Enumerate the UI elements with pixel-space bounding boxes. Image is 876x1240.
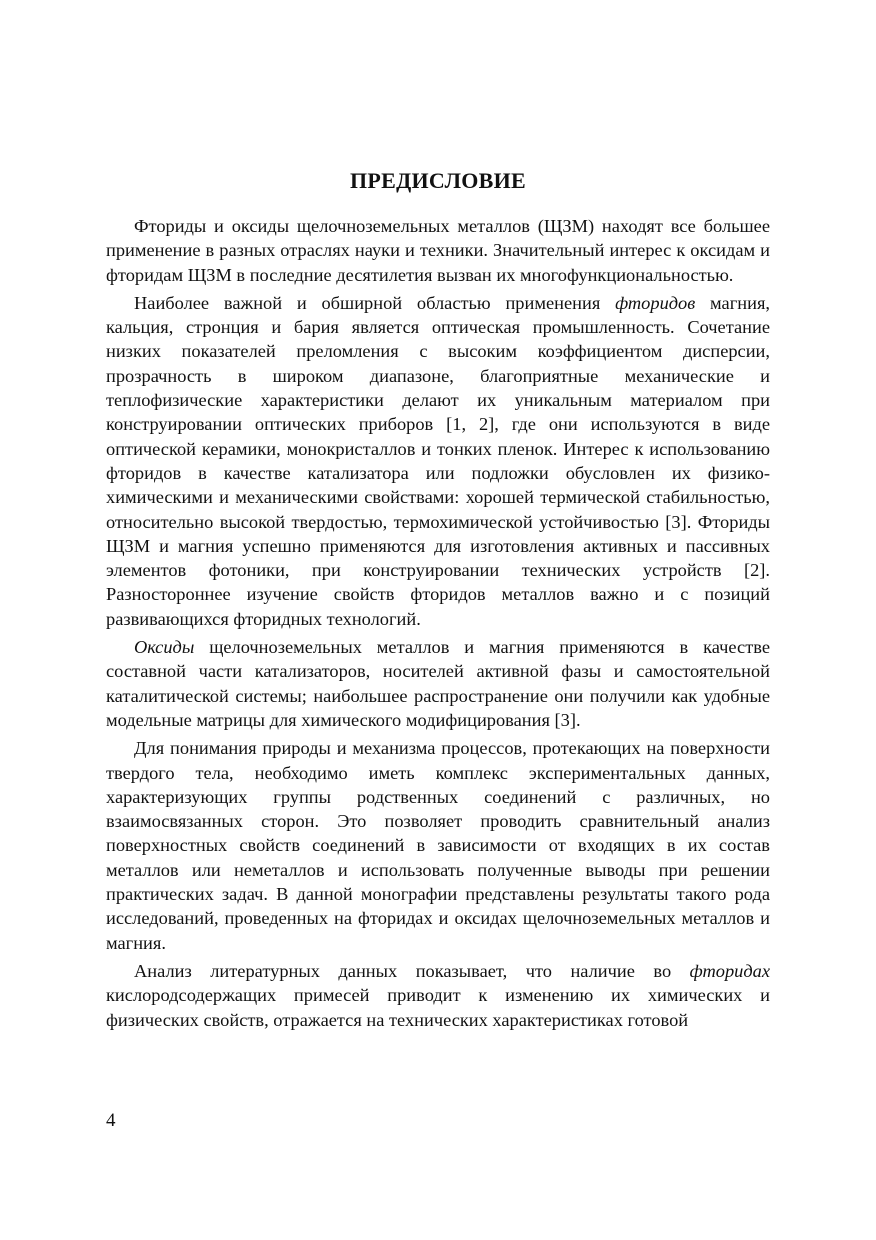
paragraph-1-text: Фториды и оксиды щелочноземельных металлов (ЩЗМ) находят все большее применение в разных отраслях науки и техники. Значительный интерес к оксидам и фторидам ЩЗМ в последние десятилетия вызван их многофункциональностью.	[106, 216, 770, 285]
paragraph-4-text: Для понимания природы и механизма процессов, протекающих на поверхности твердого тела, необходимо иметь комплекс экспериментальных данных, характеризующих группы родственных соединений с различных, но взаимосвязанных сторон. Это позволяет проводить сравнительный анализ поверхностных свойств соединений в зависимости от входящих в их состав металлов или неметаллов и использовать полученные выводы при решении практических задач. В данной монографии представлены результаты такого рода исследований, проведенных на фторидах и оксидах щелочноземельных металлов и магния.	[106, 738, 770, 953]
paragraph-3-rest: щелочноземельных металлов и магния применяются в качестве составной части катализаторов, носителей активной фазы и самостоятельной каталитической системы; наибольшее распространение они получили как удобные модельные матрицы для химического модифицирования [3].	[106, 637, 770, 730]
paragraph-5	[106, 959, 770, 1032]
preface-body	[106, 214, 770, 1036]
paragraph-2-rest: магния, кальция, стронция и бария является оптическая промышленность. Сочетание низких показателей преломления с высоким коэффициентом дисперсии, прозрачность в широком диапазоне, благоприятные механические и теплофизические характеристики делают их уникальным материалом при конструировании оптических приборов [1, 2], где они используются в виде оптической керамики, монокристаллов и тонких пленок. Интерес к использованию фторидов в качестве катализатора или подложки обусловлен их физико-химическими и механическими свойствами: хорошей термической стабильностью, относительно высокой твердостью, термохимической устойчивостью [3]. Фториды ЩЗМ и магния успешно применяются для изготовления активных и пассивных элементов фотоники, при конструировании технических устройств [2]. Разностороннее изучение свойств фторидов металлов важно и с позиций развивающихся фторидных технологий.	[106, 292, 770, 629]
paragraph-3	[106, 635, 770, 732]
paragraph-2-emphasis: фторидов	[615, 292, 696, 313]
paragraph-2	[106, 291, 770, 631]
paragraph-5-rest: кислородсодержащих примесей приводит к изменению их химических и физических свойств, отражается на технических характеристиках готовой	[106, 985, 770, 1030]
paragraph-4	[106, 736, 770, 955]
paragraph-2-lead: Наиболее важной и обширной областью применения	[134, 292, 616, 313]
paragraph-5-emphasis: фторидах	[689, 960, 770, 981]
page-title: ПРЕДИСЛОВИЕ	[349, 168, 527, 193]
paragraph-3-emphasis: Оксиды	[134, 637, 195, 658]
page-number: 4	[106, 1110, 116, 1131]
paragraph-1	[106, 214, 770, 287]
paragraph-5-lead: Анализ литературных данных показывает, что наличие во	[134, 960, 690, 981]
